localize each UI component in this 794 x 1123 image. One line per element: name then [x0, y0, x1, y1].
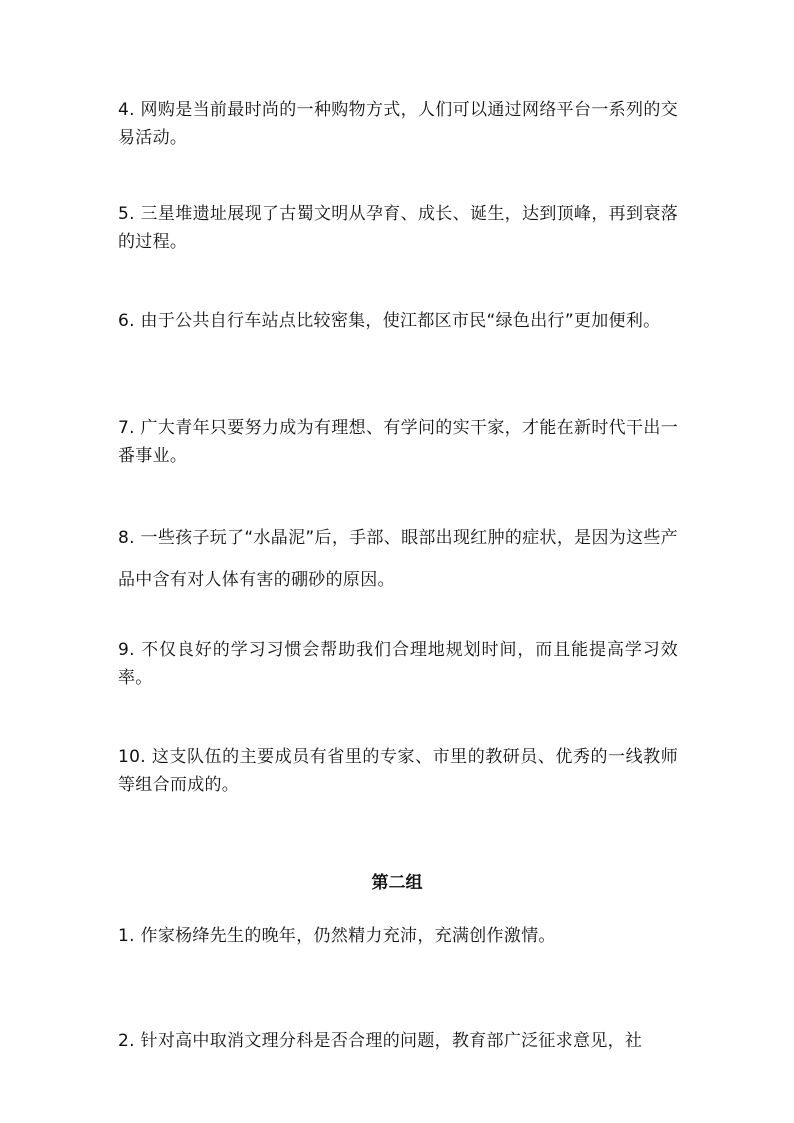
sentence-item-10: 10. 这支队伍的主要成员有省里的专家、市里的教研员、优秀的一线教师等组合而成的。: [118, 747, 678, 795]
sentence-item-9: 9. 不仅良好的学习习惯会帮助我们合理地规划时间，而且能提高学习效率。: [118, 640, 678, 688]
sentence-item-7: 7. 广大青年只要努力成为有理想、有学问的实干家，才能在新时代干出一番事业。: [118, 418, 678, 466]
section-heading-group-2: 第二组: [371, 873, 423, 893]
sentence-item-6: 6. 由于公共自行车站点比较密集，使江都区市民“绿色出行”更加便利。: [118, 311, 661, 331]
sentence-item-5: 5. 三星堆遗址展现了古蜀文明从孕育、成长、诞生，达到顶峰，再到衰落的过程。: [118, 204, 678, 252]
sentence-item-g2-2: 2. 针对高中取消文理分科是否合理的问题，教育部广泛征求意见，社: [118, 1031, 643, 1051]
sentence-item-4: 4. 网购是当前最时尚的一种购物方式，人们可以通过网络平台一系列的交易活动。: [118, 100, 678, 148]
sentence-item-8: 8. 一些孩子玩了“水晶泥”后，手部、眼部出现红肿的症状，是因为这些产品中含有对人体有害的硼砂的原因。: [118, 528, 678, 590]
sentence-item-g2-1: 1. 作家杨绛先生的晚年，仍然精力充沛，充满创作激情。: [118, 926, 556, 946]
